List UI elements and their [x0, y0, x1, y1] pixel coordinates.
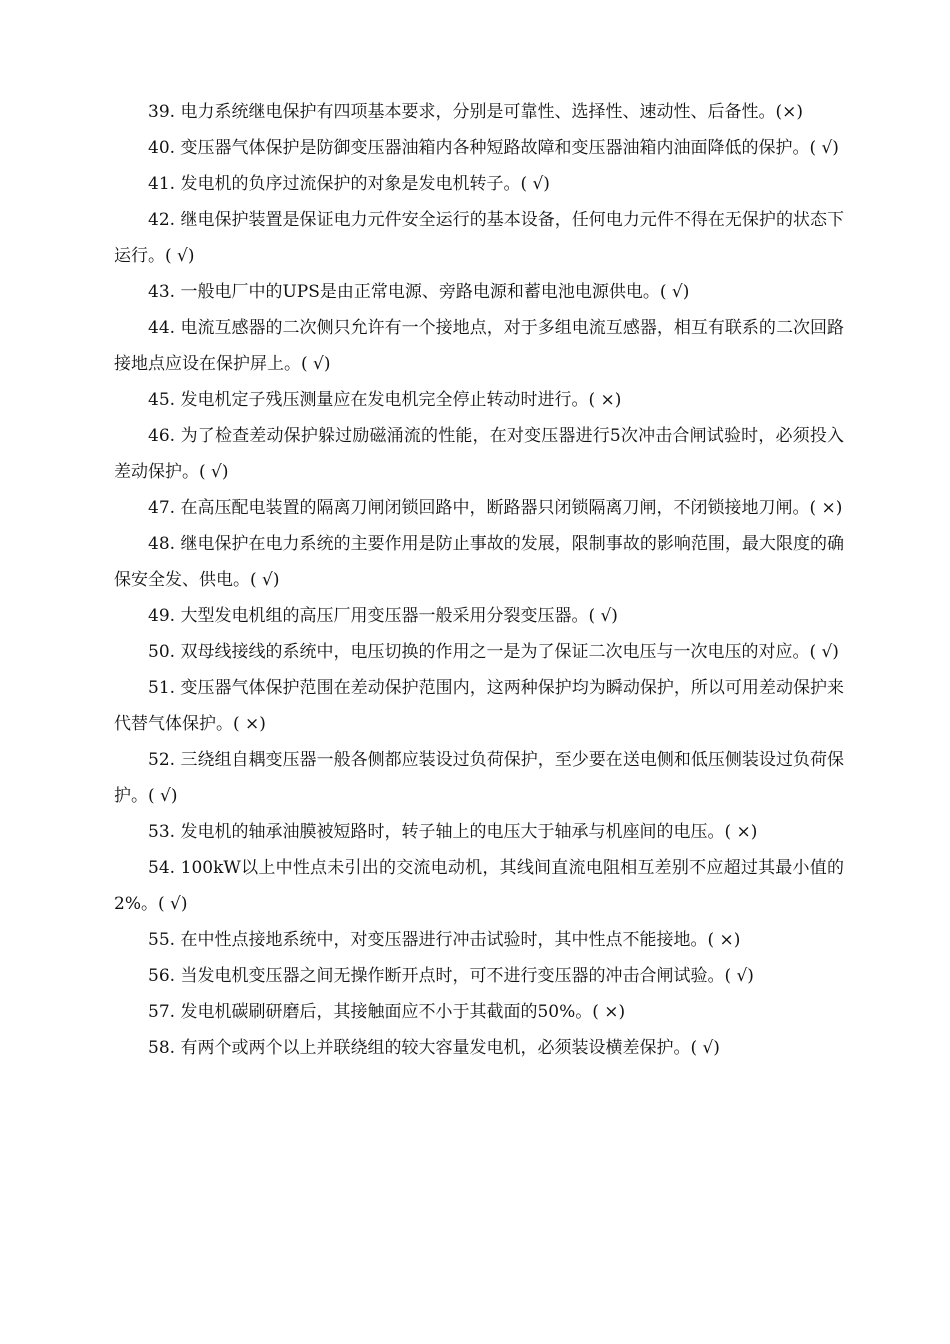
question-45: 45. 发电机定子残压测量应在发电机完全停止转动时进行。( ×) — [148, 390, 622, 410]
question-44: 44. 电流互感器的二次侧只允许有一个接地点，对于多组电流互感器，相互有联系的二次回路接地点应设在保护屏上。( √) — [114, 318, 844, 374]
question-53: 53. 发电机的轴承油膜被短路时，转子轴上的电压大于轴承与机座间的电压。( ×) — [148, 822, 758, 842]
question-58: 58. 有两个或两个以上并联绕组的较大容量发电机，必须装设横差保护。( √) — [148, 1038, 720, 1058]
question-46: 46. 为了检查差动保护躲过励磁涌流的性能，在对变压器进行5次冲击合闸试验时，必须投入差动保护。( √) — [114, 426, 844, 482]
question-51: 51. 变压器气体保护范围在差动保护范围内，这两种保护均为瞬动保护，所以可用差动保护来代替气体保护。( ×) — [114, 678, 844, 734]
question-56: 56. 当发电机变压器之间无操作断开点时，可不进行变压器的冲击合闸试验。( √) — [148, 966, 754, 986]
question-52: 52. 三绕组自耦变压器一般各侧都应装设过负荷保护，至少要在送电侧和低压侧装设过负荷保护。( √) — [114, 750, 844, 806]
question-50: 50. 双母线接线的系统中，电压切换的作用之一是为了保证二次电压与一次电压的对应。( √) — [148, 642, 839, 662]
question-list — [114, 94, 844, 1066]
question-55: 55. 在中性点接地系统中，对变压器进行冲击试验时，其中性点不能接地。( ×) — [148, 930, 741, 950]
question-43: 43. 一般电厂中的UPS是由正常电源、旁路电源和蓄电池电源供电。( √) — [148, 282, 690, 302]
question-41: 41. 发电机的负序过流保护的对象是发电机转子。( √) — [148, 174, 550, 194]
question-47: 47. 在高压配电装置的隔离刀闸闭锁回路中，断路器只闭锁隔离刀闸，不闭锁接地刀闸。( ×) — [148, 498, 843, 518]
question-54: 54. 100kW以上中性点未引出的交流电动机，其线间直流电阻相互差别不应超过其最小值的2%。( √) — [114, 858, 844, 914]
question-39: 39. 电力系统继电保护有四项基本要求，分别是可靠性、选择性、速动性、后备性。(×) — [148, 102, 803, 122]
question-57: 57. 发电机碳刷研磨后，其接触面应不小于其截面的50%。( ×) — [148, 1002, 626, 1022]
question-48: 48. 继电保护在电力系统的主要作用是防止事故的发展，限制事故的影响范围，最大限度的确保安全发、供电。( √) — [114, 534, 844, 590]
question-40: 40. 变压器气体保护是防御变压器油箱内各种短路故障和变压器油箱内油面降低的保护。( √) — [148, 138, 839, 158]
question-42: 42. 继电保护装置是保证电力元件安全运行的基本设备，任何电力元件不得在无保护的状态下运行。( √) — [114, 210, 844, 266]
question-49: 49. 大型发电机组的高压厂用变压器一般采用分裂变压器。( √) — [148, 606, 618, 626]
